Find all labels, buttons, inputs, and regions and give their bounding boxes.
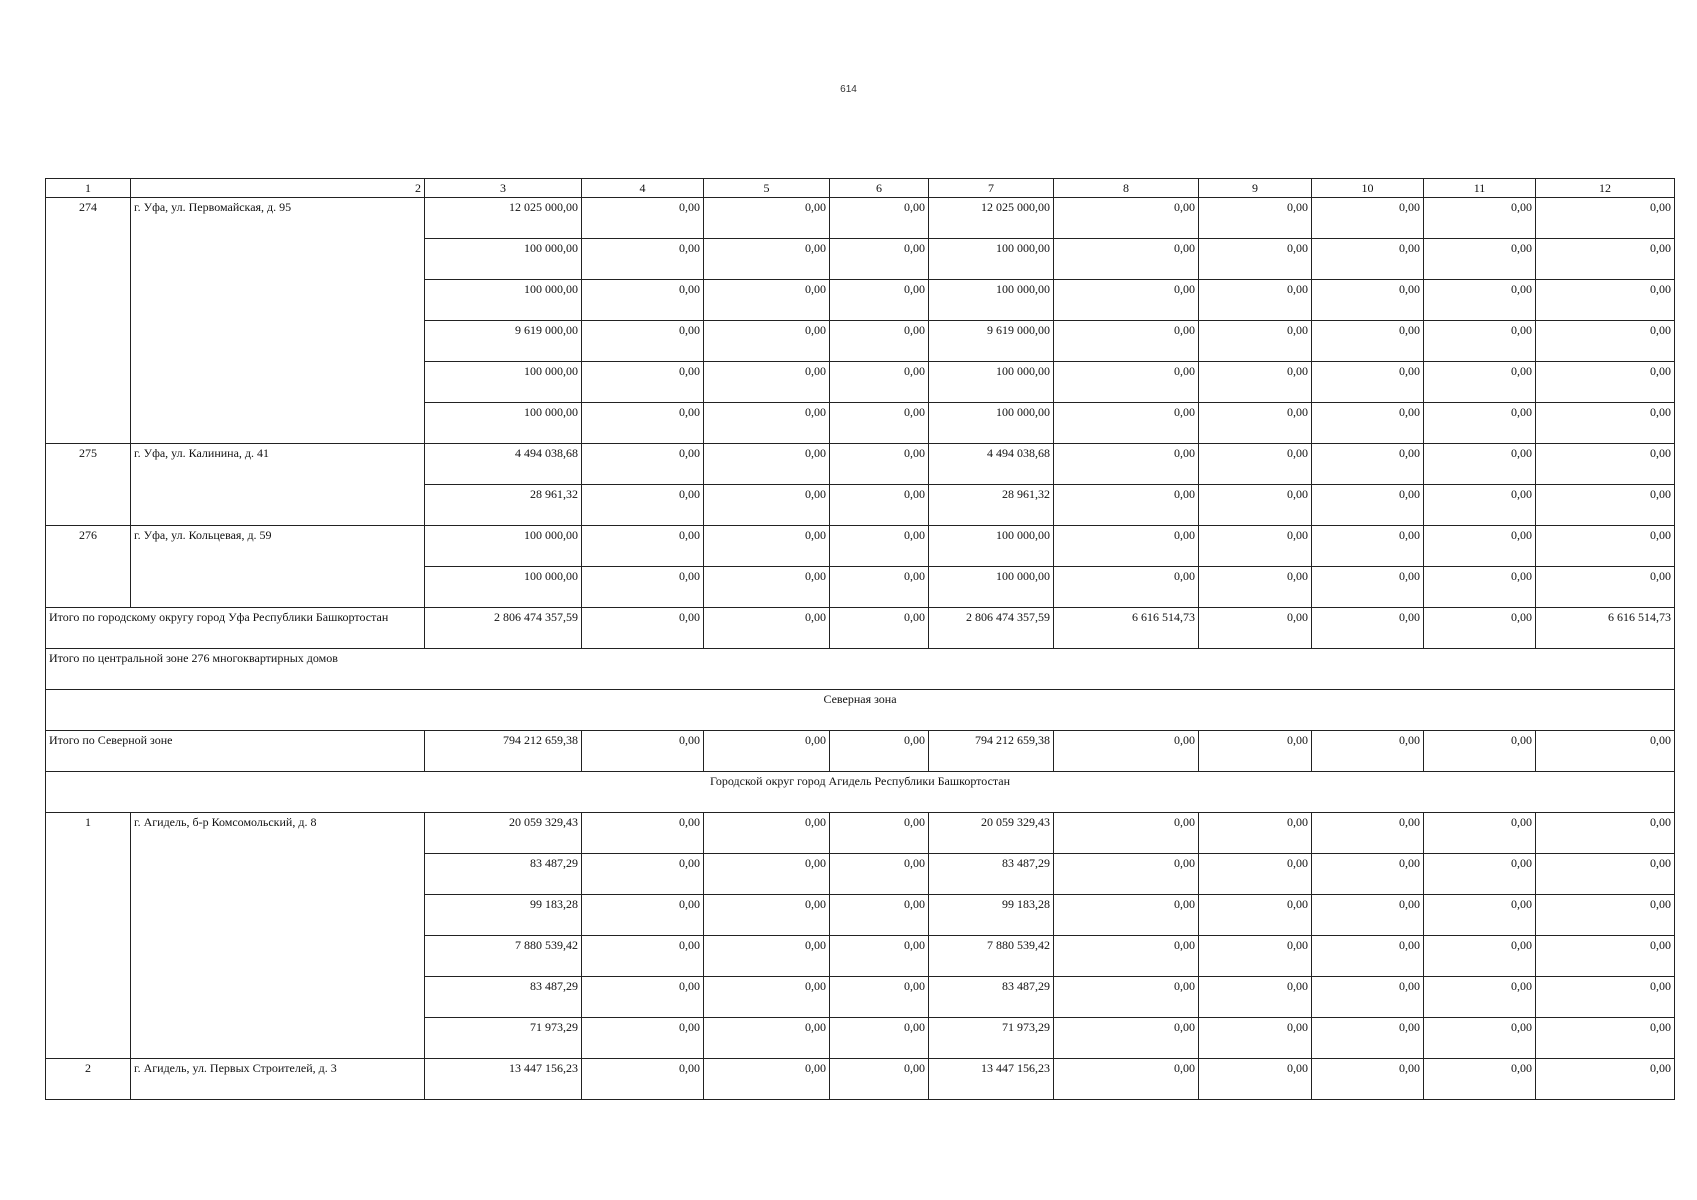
value-col-4: 0,00 [582,280,704,321]
value-col-8: 0,00 [1054,198,1199,239]
value-col-6: 0,00 [830,731,929,772]
value-col-8: 0,00 [1054,403,1199,444]
value-col-3: 100 000,00 [425,362,582,403]
value-col-8: 0,00 [1054,1059,1199,1100]
value-col-3: 7 880 539,42 [425,936,582,977]
value-col-6: 0,00 [830,977,929,1018]
column-number-12: 12 [1536,179,1675,198]
value-col-10: 0,00 [1312,731,1424,772]
value-col-11: 0,00 [1424,895,1536,936]
value-col-8: 0,00 [1054,321,1199,362]
value-col-4: 0,00 [582,444,704,485]
value-col-4: 0,00 [582,485,704,526]
value-col-6: 0,00 [830,936,929,977]
value-col-3: 20 059 329,43 [425,813,582,854]
value-col-9: 0,00 [1199,854,1312,895]
value-col-6: 0,00 [830,362,929,403]
value-col-3: 100 000,00 [425,403,582,444]
value-col-9: 0,00 [1199,731,1312,772]
value-col-10: 0,00 [1312,280,1424,321]
value-col-3: 83 487,29 [425,854,582,895]
value-col-8: 0,00 [1054,854,1199,895]
value-col-5: 0,00 [704,567,830,608]
value-col-5: 0,00 [704,526,830,567]
table-row [46,198,1675,239]
value-col-5: 0,00 [704,485,830,526]
value-col-9: 0,00 [1199,239,1312,280]
value-col-3: 99 183,28 [425,895,582,936]
summary-note: Итого по центральной зоне 276 многоквартирных домов [46,649,1675,690]
value-col-10: 0,00 [1312,239,1424,280]
value-col-3: 2 806 474 357,59 [425,608,582,649]
column-number-4: 4 [582,179,704,198]
value-col-7: 794 212 659,38 [929,731,1054,772]
value-col-11: 0,00 [1424,608,1536,649]
value-col-4: 0,00 [582,362,704,403]
value-col-11: 0,00 [1424,280,1536,321]
value-col-10: 0,00 [1312,526,1424,567]
value-col-12: 0,00 [1536,1059,1675,1100]
value-col-12: 0,00 [1536,403,1675,444]
value-col-7: 71 973,29 [929,1018,1054,1059]
value-col-10: 0,00 [1312,608,1424,649]
column-number-8: 8 [1054,179,1199,198]
value-col-9: 0,00 [1199,567,1312,608]
value-col-7: 4 494 038,68 [929,444,1054,485]
value-col-6: 0,00 [830,567,929,608]
value-col-3: 794 212 659,38 [425,731,582,772]
value-col-12: 0,00 [1536,239,1675,280]
value-col-10: 0,00 [1312,198,1424,239]
value-col-12: 0,00 [1536,813,1675,854]
value-col-7: 100 000,00 [929,403,1054,444]
value-col-6: 0,00 [830,526,929,567]
value-col-6: 0,00 [830,198,929,239]
value-col-3: 13 447 156,23 [425,1059,582,1100]
value-col-12: 0,00 [1536,977,1675,1018]
value-col-4: 0,00 [582,813,704,854]
value-col-10: 0,00 [1312,1018,1424,1059]
value-col-8: 0,00 [1054,239,1199,280]
value-col-5: 0,00 [704,854,830,895]
value-col-5: 0,00 [704,936,830,977]
value-col-11: 0,00 [1424,444,1536,485]
column-number-row [46,179,1675,198]
value-col-8: 0,00 [1054,731,1199,772]
total-label: Итого по городскому округу город Уфа Республики Башкортостан [46,608,425,649]
value-col-10: 0,00 [1312,567,1424,608]
value-col-12: 0,00 [1536,198,1675,239]
value-col-9: 0,00 [1199,362,1312,403]
table-row [46,813,1675,854]
value-col-11: 0,00 [1424,403,1536,444]
value-col-11: 0,00 [1424,813,1536,854]
value-col-5: 0,00 [704,444,830,485]
value-col-12: 0,00 [1536,731,1675,772]
value-col-7: 100 000,00 [929,567,1054,608]
value-col-3: 83 487,29 [425,977,582,1018]
value-col-3: 28 961,32 [425,485,582,526]
value-col-7: 100 000,00 [929,526,1054,567]
value-col-12: 0,00 [1536,526,1675,567]
row-number: 1 [46,813,131,1059]
value-col-4: 0,00 [582,895,704,936]
value-col-9: 0,00 [1199,198,1312,239]
value-col-4: 0,00 [582,526,704,567]
value-col-12: 0,00 [1536,1018,1675,1059]
page-number: 614 [840,84,857,95]
value-col-8: 0,00 [1054,977,1199,1018]
value-col-10: 0,00 [1312,485,1424,526]
value-col-7: 100 000,00 [929,280,1054,321]
summary-note-row [46,649,1675,690]
value-col-7: 99 183,28 [929,895,1054,936]
value-col-11: 0,00 [1424,1059,1536,1100]
value-col-10: 0,00 [1312,362,1424,403]
value-col-11: 0,00 [1424,567,1536,608]
value-col-8: 0,00 [1054,813,1199,854]
value-col-3: 71 973,29 [425,1018,582,1059]
value-col-11: 0,00 [1424,198,1536,239]
column-number-2: 2 [131,179,425,198]
column-number-3: 3 [425,179,582,198]
value-col-3: 100 000,00 [425,280,582,321]
value-col-3: 4 494 038,68 [425,444,582,485]
value-col-6: 0,00 [830,321,929,362]
value-col-5: 0,00 [704,280,830,321]
value-col-5: 0,00 [704,731,830,772]
value-col-4: 0,00 [582,854,704,895]
value-col-7: 20 059 329,43 [929,813,1054,854]
address: г. Уфа, ул. Калинина, д. 41 [131,444,425,526]
column-number-11: 11 [1424,179,1536,198]
table-row [46,1059,1675,1100]
value-col-10: 0,00 [1312,813,1424,854]
total-row [46,608,1675,649]
value-col-5: 0,00 [704,1018,830,1059]
value-col-12: 0,00 [1536,280,1675,321]
value-col-8: 0,00 [1054,362,1199,403]
value-col-9: 0,00 [1199,280,1312,321]
value-col-9: 0,00 [1199,1059,1312,1100]
value-col-10: 0,00 [1312,403,1424,444]
value-col-12: 0,00 [1536,854,1675,895]
value-col-7: 28 961,32 [929,485,1054,526]
value-col-12: 0,00 [1536,444,1675,485]
address: г. Агидель, б-р Комсомольский, д. 8 [131,813,425,1059]
value-col-5: 0,00 [704,813,830,854]
column-number-1: 1 [46,179,131,198]
value-col-4: 0,00 [582,608,704,649]
column-number-10: 10 [1312,179,1424,198]
value-col-7: 83 487,29 [929,977,1054,1018]
value-col-12: 0,00 [1536,895,1675,936]
value-col-8: 0,00 [1054,1018,1199,1059]
value-col-10: 0,00 [1312,977,1424,1018]
value-col-5: 0,00 [704,403,830,444]
value-col-7: 13 447 156,23 [929,1059,1054,1100]
value-col-11: 0,00 [1424,321,1536,362]
value-col-4: 0,00 [582,977,704,1018]
value-col-9: 0,00 [1199,403,1312,444]
address: г. Агидель, ул. Первых Строителей, д. 3 [131,1059,425,1100]
value-col-11: 0,00 [1424,485,1536,526]
value-col-10: 0,00 [1312,1059,1424,1100]
value-col-8: 0,00 [1054,567,1199,608]
total-label: Итого по Северной зоне [46,731,425,772]
total-row [46,731,1675,772]
value-col-12: 0,00 [1536,362,1675,403]
value-col-5: 0,00 [704,239,830,280]
value-col-12: 0,00 [1536,567,1675,608]
value-col-5: 0,00 [704,977,830,1018]
value-col-8: 0,00 [1054,280,1199,321]
value-col-6: 0,00 [830,895,929,936]
value-col-3: 100 000,00 [425,239,582,280]
value-col-4: 0,00 [582,403,704,444]
value-col-7: 9 619 000,00 [929,321,1054,362]
value-col-4: 0,00 [582,731,704,772]
table-row [46,526,1675,567]
value-col-11: 0,00 [1424,854,1536,895]
value-col-12: 0,00 [1536,485,1675,526]
value-col-8: 0,00 [1054,485,1199,526]
address: г. Уфа, ул. Первомайская, д. 95 [131,198,425,444]
row-number: 276 [46,526,131,608]
value-col-5: 0,00 [704,608,830,649]
zone-title: Северная зона [46,690,1675,731]
value-col-3: 100 000,00 [425,526,582,567]
value-col-10: 0,00 [1312,936,1424,977]
value-col-9: 0,00 [1199,608,1312,649]
value-col-9: 0,00 [1199,485,1312,526]
value-col-12: 0,00 [1536,321,1675,362]
value-col-3: 12 025 000,00 [425,198,582,239]
row-number: 2 [46,1059,131,1100]
value-col-7: 12 025 000,00 [929,198,1054,239]
column-number-6: 6 [830,179,929,198]
value-col-6: 0,00 [830,485,929,526]
value-col-10: 0,00 [1312,444,1424,485]
address: г. Уфа, ул. Кольцевая, д. 59 [131,526,425,608]
value-col-7: 7 880 539,42 [929,936,1054,977]
value-col-10: 0,00 [1312,321,1424,362]
value-col-4: 0,00 [582,936,704,977]
value-col-11: 0,00 [1424,526,1536,567]
value-col-6: 0,00 [830,813,929,854]
value-col-7: 100 000,00 [929,239,1054,280]
value-col-5: 0,00 [704,1059,830,1100]
value-col-8: 0,00 [1054,444,1199,485]
value-col-9: 0,00 [1199,977,1312,1018]
value-col-8: 0,00 [1054,526,1199,567]
value-col-4: 0,00 [582,1018,704,1059]
value-col-11: 0,00 [1424,731,1536,772]
column-number-9: 9 [1199,179,1312,198]
value-col-4: 0,00 [582,239,704,280]
value-col-6: 0,00 [830,280,929,321]
column-number-5: 5 [704,179,830,198]
zone-header-row [46,772,1675,813]
value-col-6: 0,00 [830,1059,929,1100]
value-col-11: 0,00 [1424,977,1536,1018]
value-col-3: 100 000,00 [425,567,582,608]
value-col-8: 6 616 514,73 [1054,608,1199,649]
value-col-6: 0,00 [830,444,929,485]
value-col-4: 0,00 [582,1059,704,1100]
table-body [46,179,1675,1100]
value-col-6: 0,00 [830,403,929,444]
value-col-9: 0,00 [1199,321,1312,362]
value-col-10: 0,00 [1312,895,1424,936]
value-col-9: 0,00 [1199,936,1312,977]
value-col-6: 0,00 [830,239,929,280]
value-col-11: 0,00 [1424,239,1536,280]
budget-table [45,178,1675,1100]
value-col-5: 0,00 [704,198,830,239]
value-col-9: 0,00 [1199,444,1312,485]
value-col-7: 83 487,29 [929,854,1054,895]
value-col-7: 100 000,00 [929,362,1054,403]
row-number: 275 [46,444,131,526]
value-col-8: 0,00 [1054,936,1199,977]
value-col-7: 2 806 474 357,59 [929,608,1054,649]
value-col-9: 0,00 [1199,895,1312,936]
value-col-8: 0,00 [1054,895,1199,936]
column-number-7: 7 [929,179,1054,198]
value-col-4: 0,00 [582,567,704,608]
value-col-6: 0,00 [830,854,929,895]
value-col-12: 0,00 [1536,936,1675,977]
value-col-5: 0,00 [704,362,830,403]
value-col-9: 0,00 [1199,526,1312,567]
value-col-5: 0,00 [704,895,830,936]
value-col-3: 9 619 000,00 [425,321,582,362]
value-col-11: 0,00 [1424,362,1536,403]
value-col-6: 0,00 [830,1018,929,1059]
value-col-4: 0,00 [582,321,704,362]
value-col-11: 0,00 [1424,936,1536,977]
table-row [46,444,1675,485]
value-col-9: 0,00 [1199,1018,1312,1059]
row-number: 274 [46,198,131,444]
zone-header-row [46,690,1675,731]
value-col-6: 0,00 [830,608,929,649]
value-col-5: 0,00 [704,321,830,362]
zone-title: Городской округ город Агидель Республики Башкортостан [46,772,1675,813]
value-col-11: 0,00 [1424,1018,1536,1059]
value-col-12: 6 616 514,73 [1536,608,1675,649]
value-col-10: 0,00 [1312,854,1424,895]
value-col-4: 0,00 [582,198,704,239]
value-col-9: 0,00 [1199,813,1312,854]
